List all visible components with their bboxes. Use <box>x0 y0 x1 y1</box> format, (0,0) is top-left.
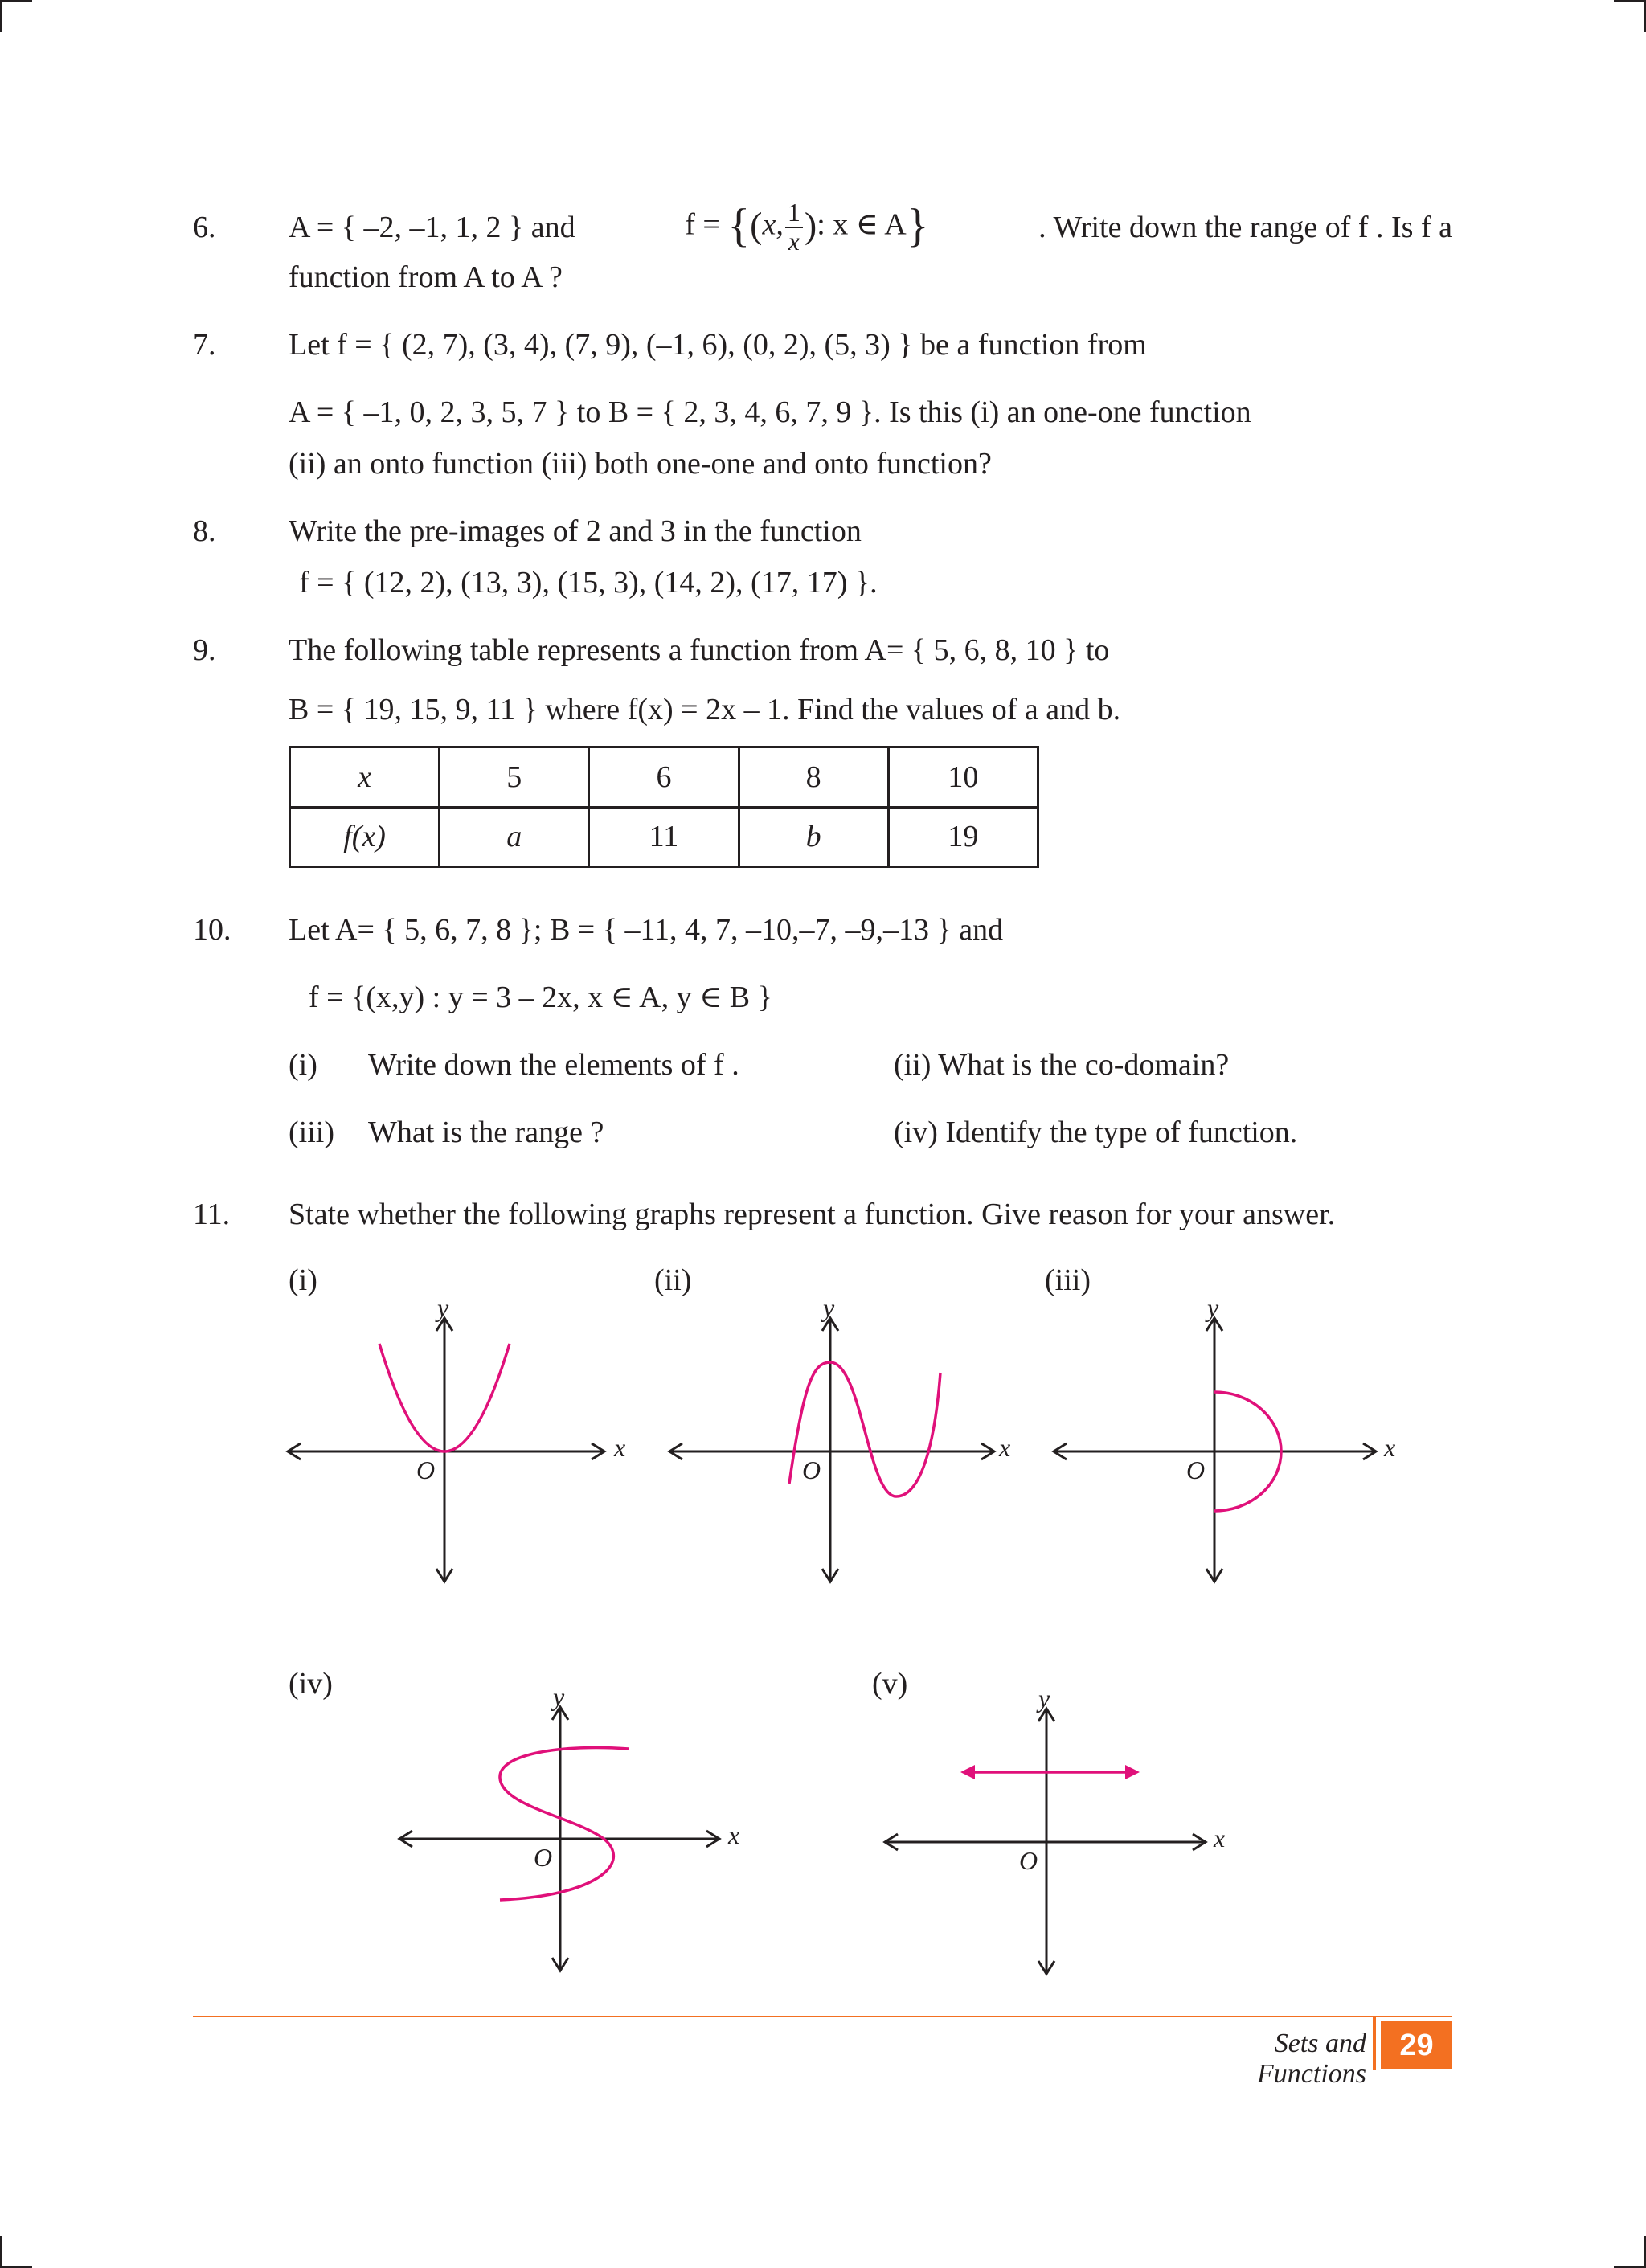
axis-label-x: x <box>1384 1433 1396 1462</box>
curve-s-shape <box>500 1748 629 1901</box>
graph-axes <box>885 1709 1206 1974</box>
question-10-line-2: f = {(x,y) : y = 3 – 2x, x ∈ A, y ∈ B } <box>309 980 772 1014</box>
table-cell: 10 <box>888 747 1038 808</box>
question-10-line-1: Let A= { 5, 6, 7, 8 }; B = { –11, 4, 7, –10,–7, –9,–13 } and <box>289 913 1004 947</box>
graph-parabola <box>273 1294 643 1591</box>
graph-label: (iv) <box>289 1667 333 1701</box>
question-7-line-2: A = { –1, 0, 2, 3, 5, 7 } to B = { 2, 3, 4, 6, 7, 9 }. Is this (i) an one-one function <box>289 395 1251 429</box>
graph-axes <box>399 1707 719 1971</box>
graph-axes <box>1054 1318 1376 1582</box>
table-cell: b <box>739 807 888 867</box>
fraction: $\frac{1}{x}$ <box>785 199 803 255</box>
question-number: 6. <box>193 211 216 244</box>
question-9-line-2: B = { 19, 15, 9, 11 } where f(x) = 2x – 1. Find the values of a and b. <box>289 693 1121 727</box>
question-number: 9. <box>193 633 216 667</box>
axis-label-x: x <box>728 1820 740 1849</box>
question-11-line-1: State whether the following graphs represent a function. Give reason for your answer. <box>289 1197 1336 1231</box>
question-10-part: (i) <box>289 1048 317 1082</box>
axis-label-y: y <box>1038 1684 1050 1713</box>
table-cell: 19 <box>888 807 1038 867</box>
axis-label-y: y <box>437 1293 449 1322</box>
question-9-line-1: The following table represents a function from A= { 5, 6, 8, 10 } to <box>289 633 1110 667</box>
page-number: 29 <box>1381 2021 1452 2069</box>
graph-label: (iii) <box>1045 1263 1091 1297</box>
table-row <box>290 807 1038 867</box>
footer-rule <box>193 2016 1452 2017</box>
question-6-tail: . Write down the range of f . Is f a <box>1038 211 1452 244</box>
axis-label-x: x <box>614 1433 626 1462</box>
question-10-part-text: What is the range ? <box>368 1116 604 1149</box>
graph-label: (v) <box>872 1667 908 1701</box>
axis-label-x: x <box>999 1433 1011 1462</box>
table-cell: x <box>290 747 440 808</box>
question-8-line-2: f = { (12, 2), (13, 3), (15, 3), (14, 2), (17, 17) }. <box>299 566 878 600</box>
graph-s-curve <box>386 1682 755 1982</box>
graph-axes <box>288 1318 604 1582</box>
table-cell: f(x) <box>290 807 440 867</box>
question-6-line-1 <box>289 198 1452 256</box>
graph-cubic-wave <box>659 1294 1029 1591</box>
question-7-line-1: Let f = { (2, 7), (3, 4), (7, 9), (–1, 6), (0, 2), (5, 3) } be a function from <box>289 328 1147 362</box>
origin-label: O <box>1186 1455 1206 1484</box>
question-8-line-1: Write the pre-images of 2 and 3 in the function <box>289 514 862 548</box>
origin-label: O <box>802 1455 821 1484</box>
graph-semicircle <box>1041 1294 1411 1591</box>
question-number: 11. <box>193 1197 231 1231</box>
question-number: 7. <box>193 328 216 362</box>
footer-divider <box>1373 2017 1376 2070</box>
graph-label: (ii) <box>654 1263 692 1297</box>
crop-mark <box>0 0 2 32</box>
question-7-line-3: (ii) an onto function (iii) both one-one and onto function? <box>289 447 992 481</box>
footer-chapter-title: Sets and Functions <box>1257 2029 1366 2089</box>
set-definition: A = { –2, –1, 1, 2 } and <box>289 211 575 244</box>
axis-label-y: y <box>553 1682 565 1711</box>
question-10-part: (iv) Identify the type of function. <box>894 1116 1298 1149</box>
question-10-part: (ii) What is the co-domain? <box>894 1048 1230 1082</box>
function-definition: f = {(x, $\frac{1}{x}$ ): x ∈ A} <box>685 198 929 256</box>
question-number: 10. <box>193 913 231 947</box>
question-number: 8. <box>193 514 216 548</box>
crop-mark <box>0 2236 2 2268</box>
table-row <box>290 747 1038 808</box>
axis-label-y: y <box>1207 1293 1219 1322</box>
origin-label: O <box>1019 1846 1038 1875</box>
graph-horizontal-line <box>872 1685 1242 1982</box>
function-table <box>289 746 1039 868</box>
table-cell: 8 <box>739 747 888 808</box>
graph-axes <box>669 1318 994 1582</box>
axis-label-x: x <box>1214 1824 1226 1852</box>
curve-horizontal-line <box>960 1765 1140 1779</box>
table-cell: a <box>440 807 589 867</box>
crop-mark <box>0 0 32 2</box>
crop-mark <box>1614 0 1646 2</box>
question-10-part-text: Write down the elements of f . <box>368 1048 739 1082</box>
question-6-line-2: function from A to A ? <box>289 260 563 294</box>
origin-label: O <box>416 1455 436 1484</box>
table-cell: 6 <box>589 747 739 808</box>
axis-label-y: y <box>823 1293 835 1322</box>
origin-label: O <box>534 1843 553 1872</box>
table-cell: 5 <box>440 747 589 808</box>
graph-label: (i) <box>289 1263 317 1297</box>
question-10-part: (iii) <box>289 1116 334 1149</box>
table-cell: 11 <box>589 807 739 867</box>
